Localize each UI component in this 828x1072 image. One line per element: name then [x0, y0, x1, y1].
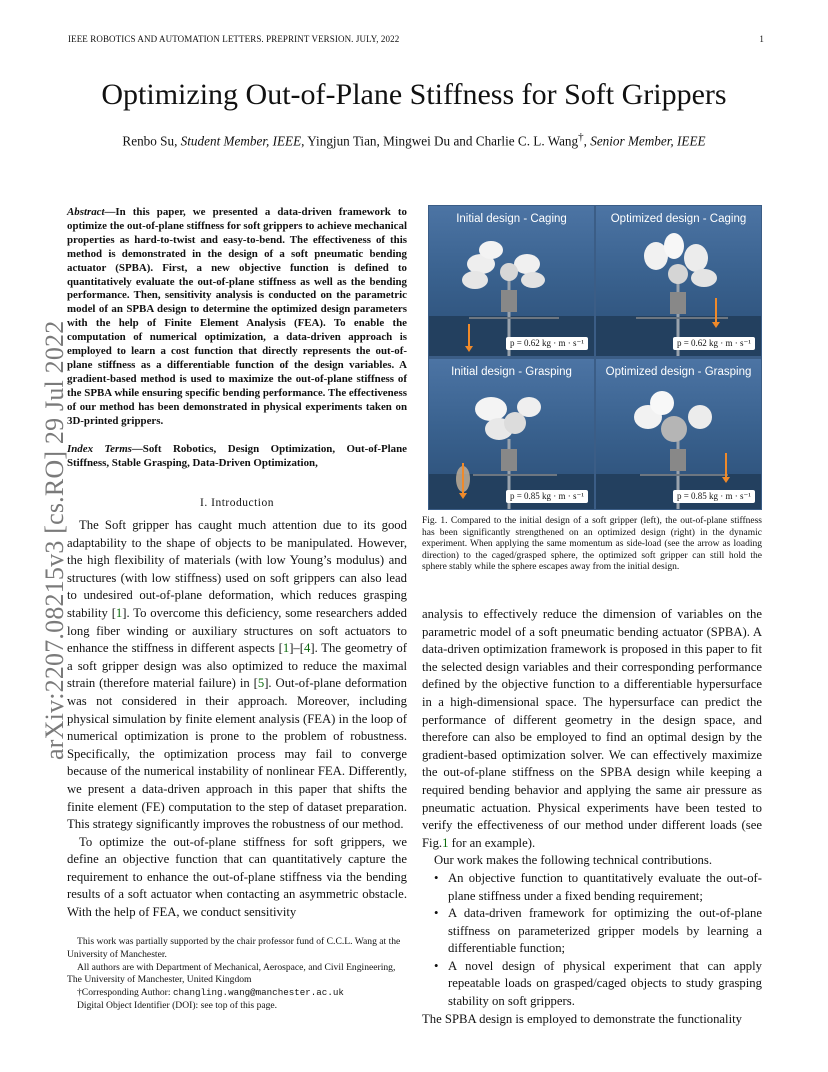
- figure-link[interactable]: 1: [442, 835, 449, 850]
- footnote-corresponding: [67, 987, 407, 1000]
- list-item: • A novel design of physical experiment that can apply repeatable loads on grasped/caged objects to study grasping stability on soft grippers.: [422, 958, 762, 1011]
- footnotes: [67, 936, 407, 1013]
- text-run: The Soft gripper has caught much attention due to its good adaptability to the shape of objects to be manipulated. However, the high flexibility of materials (with low Young’s modulus) and structures (with low stiffness) used on soft grippers can also lead to undesired out-of-plane deformation, which reduces grasping stability [: [67, 518, 407, 620]
- figure-panel-optimized-grasping: [596, 359, 761, 509]
- figure-panel-initial-caging: [429, 206, 594, 356]
- dagger-mark: †: [578, 131, 584, 143]
- figure-panel-initial-grasping: [429, 359, 594, 509]
- email-link[interactable]: changling.wang@manchester.ac.uk: [172, 987, 344, 999]
- gripper-photo: [429, 206, 594, 356]
- page-number: 1: [759, 34, 764, 44]
- intro-paragraph-2: To optimize the out-of-plane stiffness for soft grippers, we define an objective function that can quantitatively capture the requirement to enhance the out-of-plane stiffness via the bending results of a soft actuator when contacting an asymmetric obstacle. With the help of FEA, we conduct sensitivity: [67, 834, 407, 920]
- gripper-photo: [596, 359, 761, 509]
- authors-middle: , Yingjun Tian, Mingwei Du and Charlie C. L. Wang: [301, 133, 579, 149]
- author-1-role: Student Member, IEEE: [180, 133, 302, 149]
- momentum-label: p = 0.62 kg · m · s⁻¹: [673, 337, 755, 350]
- text-run: analysis to effectively reduce the dimension of variables on the parametric model of a soft pneumatic bending actuator (SPBA). A data-driven optimization framework is proposed in this paper to fit the selected design variables and their corresponding performance defined by the objective function to a differentiable hypersurface in a high-dimensional space. The hypersurface can predict the performance of different geometry in the design space, and therefore can also be employed to find an optimal design by the gradient-based optimization solver. We can effectively maximize the out-of-plane stiffness on the SPBA design while keeping a required bending behavior and applying the same air pressure as pneumatic actuation. Physical experiments have been tested to verify the effectiveness of our method under different loads (see Fig.: [422, 607, 762, 850]
- right-paragraph-1: [422, 606, 762, 852]
- panel-title: Optimized design - Caging: [610, 213, 747, 225]
- arxiv-id: arXiv:2207.08215v3 [cs.RO] 29 Jul 2022: [40, 320, 69, 760]
- citation-link[interactable]: 4: [304, 641, 311, 656]
- abstract-text: —In this paper, we presented a data-driven framework to optimize the out-of-plane stiffness for soft grippers to achieve mechanical properties as hard-to-twist and easy-to-bend. The effectiveness of this method is demonstrated in the design of a soft pneumatic bending actuator (SPBA). First, a new objective function is defined to quantitatively evaluate the out-of-plane stiffness as well as the bending performance. Then, sensitivity analysis is conducted on the parametric model of an SPBA design to determine the optimized design parameters with the help of Finite Element Analysis (FEA). To enable the computation of numerical optimization, a data-driven approach is employed to learn a cost function that directly represents the out-of-plane stiffness as a differentiable function of the design variables. A gradient-based method is used to maximize the out-of-plane stiffness of the SPBA while ensuring specific bending performance. The effectiveness of our method has been demonstrated in physical experiments taken on 3D-printed grippers.: [67, 206, 407, 427]
- citation-link[interactable]: 1: [115, 605, 123, 620]
- momentum-label: p = 0.62 kg · m · s⁻¹: [506, 337, 588, 350]
- author-line: Renbo Su, Student Member, IEEE, Yingjun Tian, Mingwei Du and Charlie C. L. Wang†, Senior Member, IEEE: [122, 131, 706, 149]
- momentum-label: p = 0.85 kg · m · s⁻¹: [673, 490, 755, 503]
- panel-title: Optimized design - Grasping: [605, 366, 752, 378]
- footnote-doi: Digital Object Identifier (DOI): see top of this page.: [77, 999, 278, 1011]
- panel-title: Initial design - Grasping: [451, 366, 572, 378]
- paper-title: Optimizing Out-of-Plane Stiffness for Soft Grippers: [101, 78, 727, 111]
- intro-body: [67, 517, 407, 922]
- panel-title: Initial design - Caging: [456, 213, 567, 225]
- author-1: Renbo Su,: [122, 133, 178, 149]
- closing-line: The SPBA design is employed to demonstrate the functionality: [422, 1011, 742, 1026]
- abstract-label: Abstract: [67, 206, 105, 218]
- text-run: for an example).: [448, 835, 536, 850]
- footnote-affiliation: All authors are with Department of Mechanical, Aerospace, and Civil Engineering, The University of Manchester, United Kingdom: [67, 961, 396, 986]
- text-run: ]. The geometry of a soft gripper design was also optimized to reduce the maximal strain (therefore material failure) in [: [67, 641, 407, 691]
- arxiv-stamp: [8, 290, 69, 760]
- section-heading-introduction: I. Introduction: [200, 497, 274, 509]
- intro-paragraph-1: [67, 517, 407, 834]
- contributions-list: [422, 870, 762, 1011]
- gripper-photo: [596, 206, 761, 356]
- list-item: • An objective function to quantitatively evaluate the out-of-plane stiffness under a fixed bending requirement;: [422, 870, 762, 905]
- author-last-role: Senior Member, IEEE: [590, 133, 706, 149]
- text-run: ]–[: [289, 641, 304, 656]
- text-run: ]. To overcome this deficiency, some researchers added long fiber winding or auxiliary structures on soft actuators to enhance the stiffness in different aspects [: [67, 605, 407, 656]
- running-header: IEEE ROBOTICS AND AUTOMATION LETTERS. PREPRINT VERSION. JULY, 2022: [68, 34, 400, 44]
- right-column-body: [422, 606, 762, 1028]
- gripper-photo: [429, 359, 594, 509]
- figure-1: [428, 205, 762, 510]
- citation-link[interactable]: 1: [282, 641, 290, 656]
- contributions-intro: Our work makes the following technical contributions.: [434, 853, 713, 868]
- figure-1-caption: Fig. 1. Compared to the initial design of a soft gripper (left), the out-of-plane stiffness has been significantly strengthened on an optimized design (right) in the dynamic experiment. When applying the same momentum as side-load (see the arrow as loading direction) to the caged/grasped sphere, the optimized soft gripper can still hold the sphere stably while the sphere escapes away from the initial design.: [422, 516, 762, 573]
- footnote-label: †Corresponding Author:: [77, 987, 173, 999]
- text-run: ]. Out-of-plane deformation was not considered in their approach. Moreover, including physical simulation by finite element analysis (FEA) in the loop of numerical optimization is prone to the problem of robustness. Specifically, the optimization process may fail to converge because of the numerical instability of nonlinear FEA. Differently, we present a data-driven approach in this paper that shifts the finite element (FE) computation to the step of dataset preparation. This strategy significantly improves the robustness of our method.: [67, 676, 407, 832]
- list-item: • A data-driven framework for optimizing the out-of-plane stiffness on parameterized gripper models by learning a differentiable function;: [422, 905, 762, 958]
- index-terms-text: —Soft Robotics, Design Optimization, Out-of-Plane Stiffness, Stable Grasping, Data-Driven Optimization,: [67, 443, 407, 469]
- citation-link[interactable]: 5: [257, 676, 265, 691]
- index-terms-label: Index Terms: [67, 443, 132, 455]
- momentum-label: p = 0.85 kg · m · s⁻¹: [506, 490, 588, 503]
- footnote-funding: This work was partially supported by the chair professor fund of C.C.L. Wang at the University of Manchester.: [67, 936, 401, 960]
- abstract: [67, 206, 407, 429]
- figure-panel-optimized-caging: [596, 206, 761, 356]
- index-terms: [67, 443, 407, 471]
